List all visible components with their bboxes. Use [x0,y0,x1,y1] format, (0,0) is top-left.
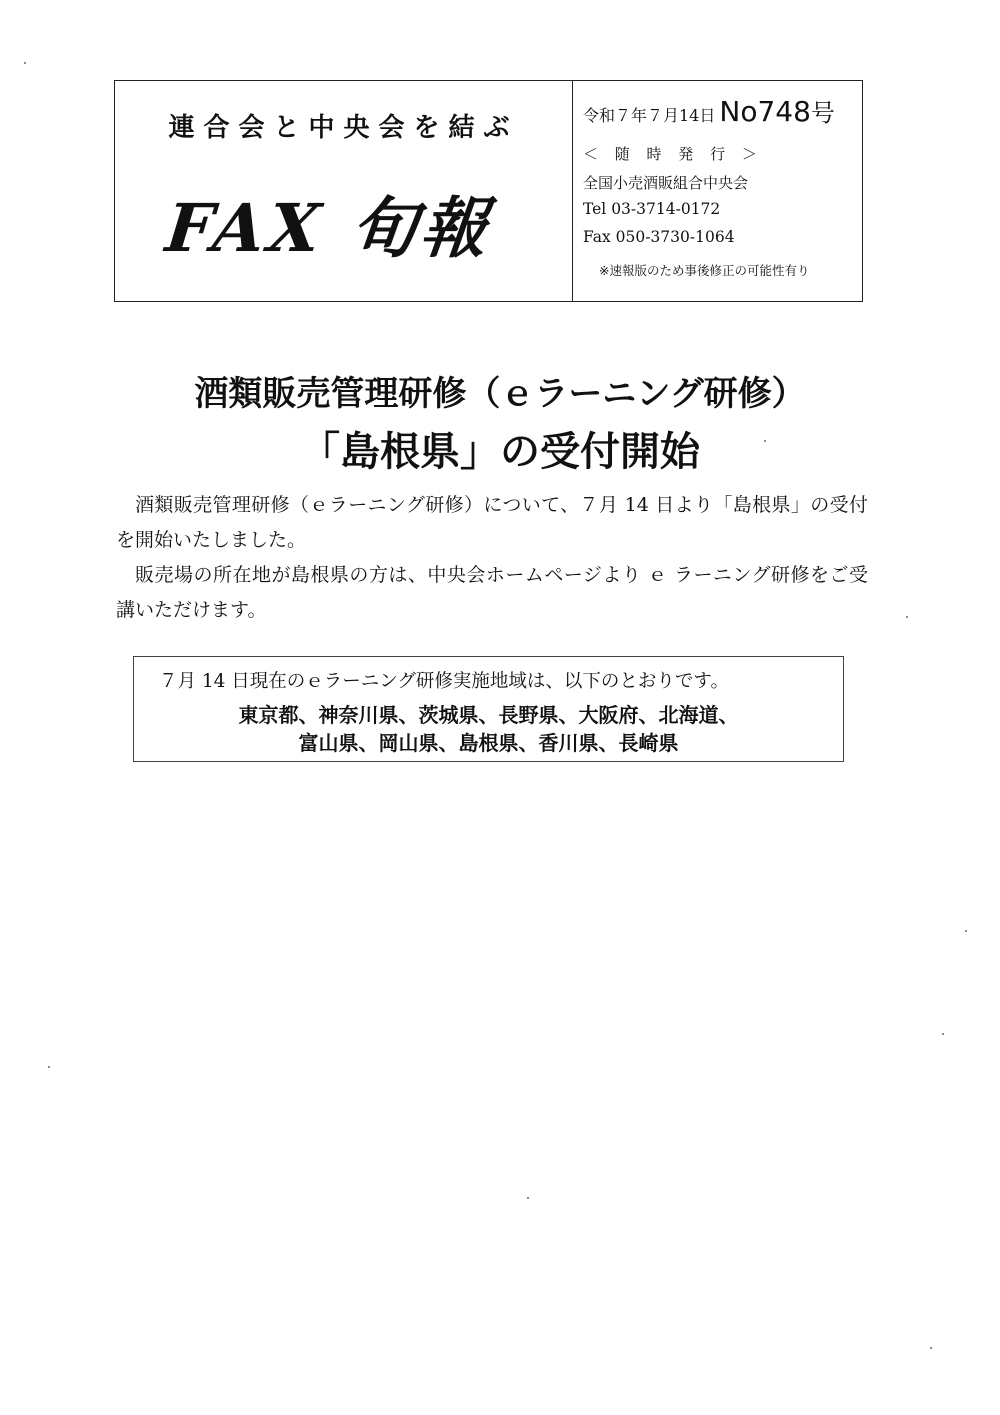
masthead-title: FAX 旬報 [162,189,495,267]
headline-line-2: 「島根県」の受付開始 [300,429,700,475]
regions-list-line-1: 東京都、神奈川県、茨城県、長野県、大阪府、北海道、 [238,703,739,727]
masthead-title-panel [115,81,573,301]
issue-line [583,93,835,128]
publisher-tel: Tel 03-3714-0172 [583,200,721,218]
issue-suffix: 号 [810,99,835,127]
publisher-name: 全国小売酒販組合中央会 [583,174,749,192]
scan-speck [48,1066,50,1068]
regions-lead: ７月 14 日現在のｅラーニング研修実施地域は、以下のとおりです。 [159,671,729,692]
scan-speck [527,1197,529,1199]
headline-line-1: 酒類販売管理研修（ｅラーニング研修） [194,374,806,414]
regions-info-box [133,656,844,762]
masthead-tagline: 連合会と中央会を結ぶ [168,113,519,143]
issue-date: 令和７年７月14日 [583,106,716,125]
scan-speck [24,62,26,64]
scan-speck [764,440,766,442]
revision-note: ※速報版のため事後修正の可能性有り [599,263,810,278]
scan-speck [942,1033,944,1035]
publisher-fax: Fax 050-3730-1064 [583,228,735,246]
body-paragraph-1: 酒類販売管理研修（ｅラーニング研修）について、７月 14 日より「島根県」の受付を開始いたしました。 [116,494,868,551]
issue-number: No748 [719,95,811,128]
regions-list-line-2: 富山県、岡山県、島根県、香川県、長崎県 [298,731,679,755]
scan-speck [906,616,908,618]
masthead [114,80,863,302]
publication-frequency: ＜ 随 時 発 行 ＞ [583,145,763,163]
scan-speck [930,1347,932,1349]
body-paragraph-2: 販売場の所在地が島根県の方は、中央会ホームページより ｅ ラーニング研修をご受講いただけます。 [116,564,868,621]
masthead-info-panel [573,81,862,301]
scan-speck [965,930,967,932]
